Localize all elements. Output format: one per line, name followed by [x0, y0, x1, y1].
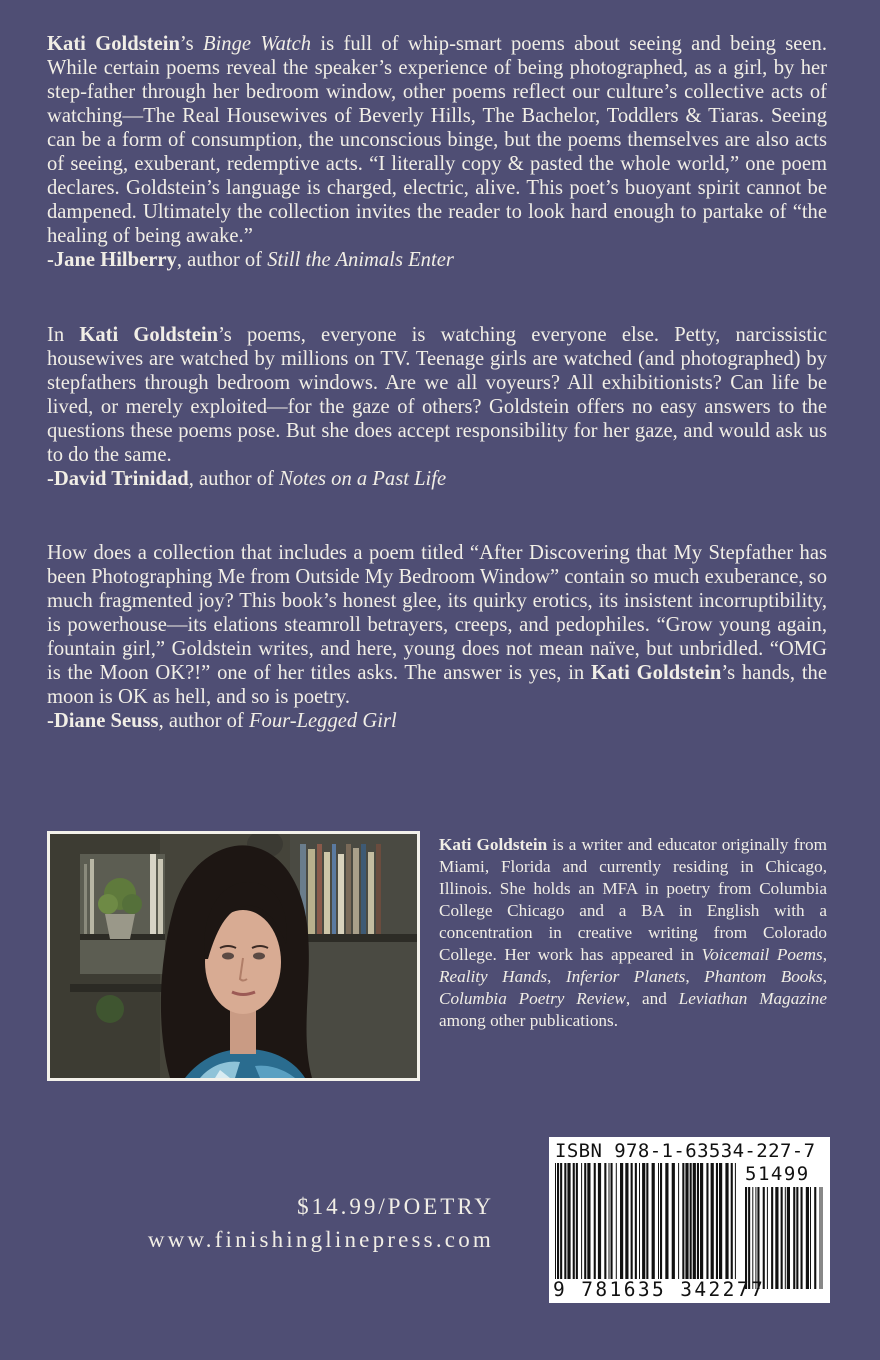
barcode-bar	[581, 1163, 582, 1279]
barcode-bar	[672, 1163, 675, 1279]
blurb-fragment: ’s	[179, 33, 203, 55]
barcode-bar	[652, 1163, 655, 1279]
barcode-bar	[555, 1163, 556, 1279]
blurb-fragment: In	[47, 324, 80, 346]
bio-separator: ,	[547, 967, 566, 986]
author-name: Kati Goldstein	[79, 324, 219, 346]
bio-fragment: among other publications.	[439, 1011, 619, 1030]
barcode-bar	[806, 1187, 809, 1289]
barcode-bar	[796, 1187, 798, 1289]
price-category: $14.99/POETRY	[297, 1194, 494, 1219]
blurb-fragment: is full of whip-smart poems about seeing and being seen. While certain poems reveal the speaker’s experience of being photographed, as a girl, by her step-father through her bedroom window, other poems reflect our culture’s collective acts of watching—The Real Housewives of Beverly Hills, The Bachelor, Toddlers & Tiaras. Seeing can be a form of consumption, the unconscious binge, but the poems themselves are also acts of seeing, exuberant, redemptive acts. “I literally copy & pasted the whole world,” one poem declares. Goldstein’s language is charged, electric, alive. This poet’s buoyant spirit cannot be dampened. Ultimately the collection invites the reader to look hard enough to partake of “the healing of being awake.”	[47, 33, 827, 247]
bio-separator: ,	[685, 967, 705, 986]
blurb-text	[47, 541, 827, 709]
barcode-bar	[639, 1163, 640, 1279]
blurb-fragment: How does a collection that includes a poem titled “After Discovering that My Stepfather has been Photographing Me from Outside My Bedroom Window” contain so much exuberance, so much fragmented joy? This book’s honest glee, its quirky erotics, its insistent incorruptibility, is powerhouse—its elations steamroll betrayers, creeps, and pedophiles. “Grow young again, fountain girl,” Goldstein writes, and here, young does not mean naïve, but unbridled. “OMG is the Moon OK?!” one of her titles asks. The answer is yes, in	[47, 542, 827, 684]
barcode-bar	[793, 1187, 795, 1289]
book-title: Binge Watch	[202, 33, 312, 55]
publication-title: Voicemail Poems	[701, 945, 823, 964]
barcode-bar	[567, 1163, 570, 1279]
blurb-jane-hilberry	[47, 32, 827, 272]
attribution-title: Notes on a Past Life	[279, 468, 447, 490]
barcode-bar	[822, 1187, 823, 1289]
publication-title: Leviathan Magazine	[678, 989, 828, 1008]
isbn-barcode	[549, 1137, 830, 1303]
blurb-fragment: ’s poems, everyone is watching everyone else. Petty, narcissistic housewives are watched by millions on TV. Teenage girls are watched (and photographed) by stepfathers through bedroom windows. Are we all voyeurs? All exhibitionists? Can life be lived, or merely exploited—for the gaze of others? Goldstein offers no easy answers to the questions these poems pose. But she does accept responsibility for her gaze, and would ask us to do the same.	[47, 324, 828, 466]
publication-title: Reality Hands	[439, 967, 548, 986]
barcode-bar	[763, 1187, 765, 1289]
author-photo-frame	[47, 831, 420, 1081]
barcode-bar	[820, 1187, 821, 1289]
barcode-bar	[658, 1163, 659, 1279]
barcode-bar	[706, 1163, 708, 1279]
barcode-bar	[576, 1163, 578, 1279]
publication-title: Phantom Books	[704, 967, 823, 986]
barcode-bar	[700, 1163, 703, 1279]
barcode-bar	[731, 1163, 733, 1279]
barcode-bar	[755, 1187, 756, 1289]
blurb-attribution	[47, 709, 827, 733]
barcode-bar	[697, 1163, 699, 1279]
barcode-bar	[725, 1163, 728, 1279]
author-photo	[50, 834, 417, 1078]
barcode-bar	[665, 1163, 668, 1279]
barcode-bar	[767, 1187, 768, 1289]
attribution-name: -Jane Hilberry	[47, 249, 177, 271]
barcode-bar	[573, 1163, 575, 1279]
barcode-bar	[616, 1163, 617, 1279]
barcode-bar	[745, 1187, 747, 1289]
barcode-bar	[735, 1163, 736, 1279]
barcode-bar	[635, 1163, 637, 1279]
bio-author-name: Kati Goldstein	[439, 835, 548, 854]
author-name: Kati Goldstein	[47, 33, 180, 55]
barcode-bar	[781, 1187, 783, 1289]
barcode-bar	[752, 1187, 753, 1289]
price-addon-bars	[745, 1187, 823, 1289]
barcode-bar	[690, 1163, 692, 1279]
attribution-title: Still the Animals Enter	[267, 249, 454, 271]
publication-title: Columbia Poetry Review	[439, 989, 626, 1008]
barcode-bar	[594, 1163, 596, 1279]
barcode-bar	[810, 1187, 811, 1289]
barcode-bar	[685, 1163, 688, 1279]
attribution-text: , author of	[188, 468, 280, 490]
barcode-bar	[598, 1163, 601, 1279]
blurb-text	[47, 323, 827, 467]
barcode-bar	[584, 1163, 586, 1279]
blurb-fragment: ’s hands, the moon is OK as hell, and so is poetry.	[47, 662, 827, 708]
blurb-diane-seuss	[47, 541, 827, 733]
isbn-label: ISBN 978-1-63534-227-7	[555, 1140, 816, 1162]
price-code: 51499	[745, 1163, 810, 1185]
publisher-website: www.finishinglinepress.com	[147, 1227, 494, 1252]
attribution-title: Four-Legged Girl	[248, 710, 397, 732]
barcode-bar	[719, 1163, 722, 1279]
attribution-name: -David Trinidad	[47, 468, 189, 490]
barcode-bar	[748, 1187, 750, 1289]
barcode-bar	[631, 1163, 633, 1279]
barcode-bar	[775, 1187, 778, 1289]
blurb-text	[47, 32, 827, 248]
barcode-bar	[711, 1163, 714, 1279]
barcode-bar	[625, 1163, 628, 1279]
bio-separator: ,	[822, 967, 828, 986]
author-bio	[439, 834, 827, 1032]
attribution-text: , author of	[158, 710, 249, 732]
bio-fragment: is a writer and educator originally from Miami, Florida and currently residing in Chicago, Illinois. She holds an MFA in poetry from Columbia College Chicago and a BA in English with a concentration in creative writing from Colorado College. Her work has appeared in	[439, 835, 827, 964]
author-name: Kati Goldstein	[590, 662, 722, 684]
blurb-attribution	[47, 248, 827, 272]
barcode-bar	[757, 1187, 759, 1289]
bio-separator: , and	[625, 989, 679, 1008]
barcode-bar	[604, 1163, 606, 1279]
publication-title: Inferior Planets	[565, 967, 686, 986]
barcode-bar	[611, 1163, 613, 1279]
barcode-bar	[564, 1163, 566, 1279]
barcode-bar	[682, 1163, 684, 1279]
barcode-bar	[587, 1163, 590, 1279]
barcode-bar	[771, 1187, 773, 1289]
barcode-bar	[787, 1187, 790, 1289]
author-photo-illustration	[50, 834, 417, 1078]
attribution-name: -Diane Seuss	[47, 710, 159, 732]
bio-separator: ,	[822, 945, 827, 964]
barcode-bar	[693, 1163, 696, 1279]
barcode-bar	[801, 1187, 803, 1289]
barcode-bar	[678, 1163, 679, 1279]
blurb-david-trinidad	[47, 323, 827, 491]
barcode-bar	[642, 1163, 645, 1279]
blurb-attribution	[47, 467, 827, 491]
barcode-bar	[814, 1187, 816, 1289]
ean-bars	[555, 1163, 736, 1279]
bio-text	[439, 834, 827, 1032]
barcode-bar	[785, 1187, 786, 1289]
barcode-bar	[716, 1163, 718, 1279]
barcode-bar	[660, 1163, 662, 1279]
ean-digits: 9 781635 342277	[553, 1278, 766, 1301]
barcode-bar	[620, 1163, 623, 1279]
attribution-text: , author of	[176, 249, 268, 271]
barcode-bar	[560, 1163, 562, 1279]
barcode-bar	[646, 1163, 648, 1279]
barcode-bar	[557, 1163, 559, 1279]
barcode-bar	[609, 1163, 610, 1279]
